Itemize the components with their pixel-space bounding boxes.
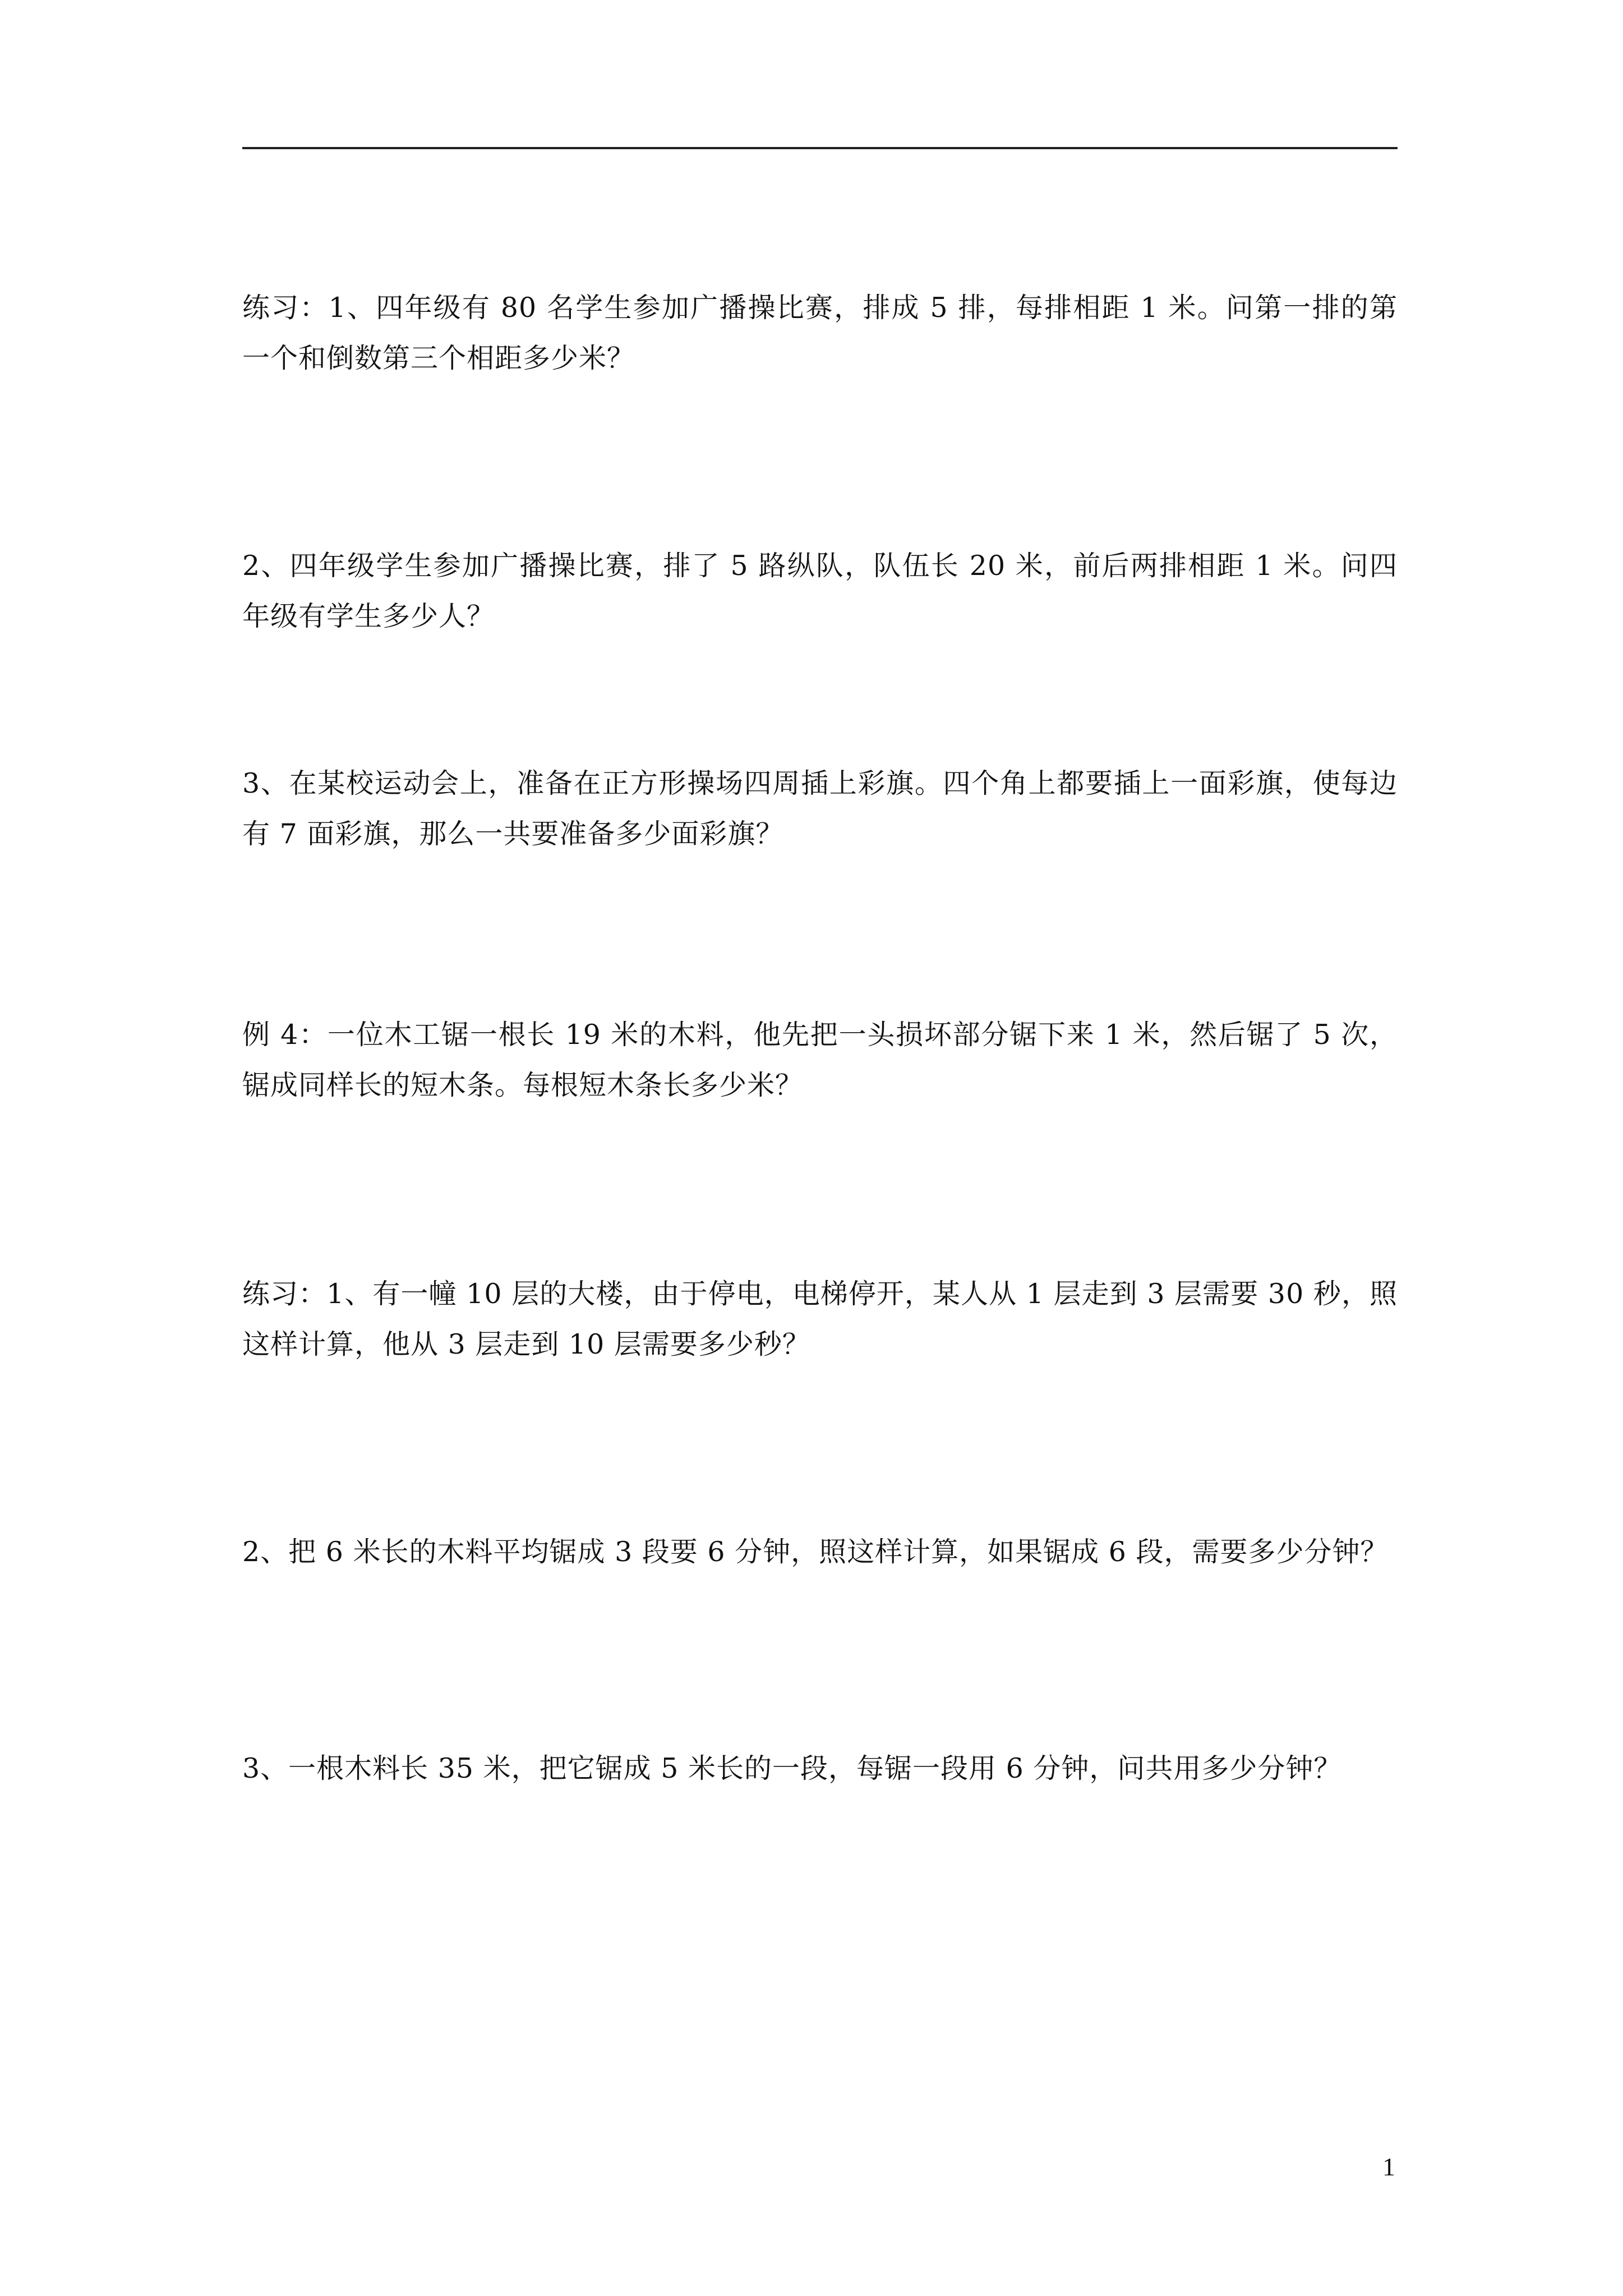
practice-problem-2: 2、四年级学生参加广播操比赛，排了 5 路纵队，队伍长 20 米，前后两排相距 1 米。问四年级有学生多少人？ [242, 550, 1398, 632]
example-problem-4: 例 4：一位木工锯一根长 19 米的木料，他先把一头损坏部分锯下来 1 米，然后锯了 5 次，锯成同样长的短木条。每根短木条长多少米？ [242, 1019, 1398, 1101]
practice-problem-1: 练习：1、四年级有 80 名学生参加广播操比赛，排成 5 排，每排相距 1 米。问第一排的第一个和倒数第三个相距多少米？ [242, 292, 1398, 374]
practice-problem-4-3: 3、一根木料长 35 米，把它锯成 5 米长的一段，每锯一段用 6 分钟，问共用多少分钟？ [242, 1752, 1342, 1784]
header-rule [242, 147, 1398, 149]
practice-problem-4-1: 练习：1、有一幢 10 层的大楼，由于停电，电梯停开，某人从 1 层走到 3 层需要 30 秒，照这样计算，他从 3 层走到 10 层需要多少秒？ [242, 1278, 1398, 1360]
practice-problem-4-2: 2、把 6 米长的木料平均锯成 3 段要 6 分钟，照这样计算，如果锯成 6 段，需要多少分钟？ [242, 1536, 1389, 1568]
page-number: 1 [1382, 2152, 1395, 2181]
practice-problem-3: 3、在某校运动会上，准备在正方形操场四周插上彩旗。四个角上都要插上一面彩旗，使每边有 7 面彩旗，那么一共要准备多少面彩旗？ [242, 767, 1398, 850]
